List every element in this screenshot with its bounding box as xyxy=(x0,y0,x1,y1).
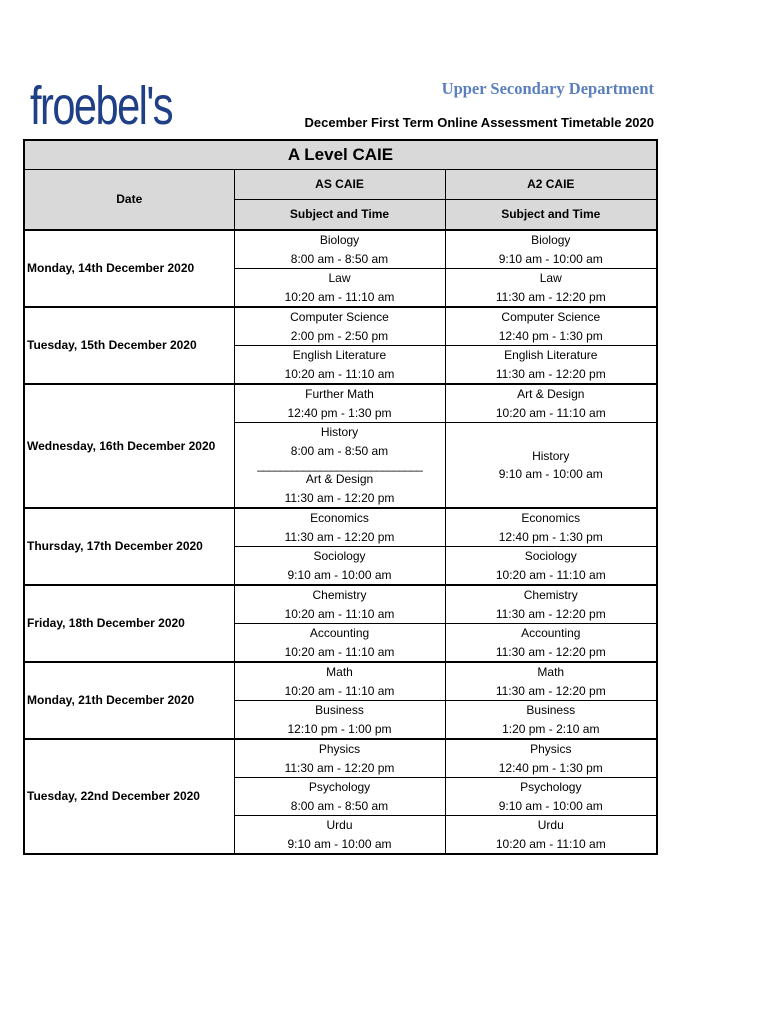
subject-text: Biology xyxy=(319,233,360,247)
time-text: 12:10 pm - 1:00 pm xyxy=(287,721,392,736)
subject-text: Math xyxy=(537,665,565,679)
as-exam-cell xyxy=(234,508,445,547)
time-text: 9:10 am - 10:00 am xyxy=(287,567,392,582)
department-title: Upper Secondary Department xyxy=(441,79,654,98)
subject-text: Physics xyxy=(318,742,361,756)
svg-text:froebel's: froebel's xyxy=(30,76,173,136)
a2-exam-cell xyxy=(445,346,657,385)
subject-text: Economics xyxy=(310,511,369,525)
subject-text: Chemistry xyxy=(523,588,578,602)
date-cell: Monday, 21th December 2020 xyxy=(24,662,234,739)
subject-text: Accounting xyxy=(309,626,370,640)
time-text: 10:20 am - 11:10 am xyxy=(284,366,395,381)
time-text: 12:40 pm - 1:30 pm xyxy=(498,328,603,343)
time-text: 10:20 am - 11:10 am xyxy=(284,289,395,304)
date-cell: Tuesday, 22nd December 2020 xyxy=(24,739,234,854)
subject-text: English Literature xyxy=(292,348,387,362)
subject-text: Math xyxy=(326,665,353,679)
table-row xyxy=(24,508,657,547)
subject-text: Computer Science xyxy=(501,310,601,324)
date-cell: Tuesday, 15th December 2020 xyxy=(24,307,234,384)
time-text: 12:40 pm - 1:30 pm xyxy=(498,529,603,544)
table-title: A Level CAIE xyxy=(24,140,657,170)
table-row xyxy=(24,230,657,269)
as-column-header: AS CAIE xyxy=(234,170,445,200)
time-text: 9:10 am - 10:00 am xyxy=(287,836,392,851)
time-text: 8:00 am - 8:50 am xyxy=(290,443,389,458)
a2-exam-cell xyxy=(445,384,657,423)
a2-exam-cell xyxy=(445,585,657,624)
a2-exam-cell xyxy=(445,624,657,663)
as-exam-cell xyxy=(234,739,445,778)
a2-exam-cell xyxy=(445,230,657,269)
subject-text: Psychology xyxy=(520,780,582,794)
time-text: 10:20 am - 11:10 am xyxy=(284,606,395,621)
as-exam-cell xyxy=(234,778,445,816)
as-exam-cell xyxy=(234,307,445,346)
time-text: 10:20 am - 11:10 am xyxy=(284,683,395,698)
froebels-logo-wordmark xyxy=(30,76,175,136)
subject-text: Computer Science xyxy=(290,310,389,324)
table-row xyxy=(24,739,657,778)
timetable-table xyxy=(23,139,658,855)
date-cell: Wednesday, 16th December 2020 xyxy=(24,384,234,508)
subject-text: Urdu xyxy=(537,818,564,832)
time-text: 9:10 am - 10:00 am xyxy=(498,467,603,481)
a2-exam-cell xyxy=(445,508,657,547)
subject-text: Law xyxy=(539,271,562,285)
subject-text: Biology xyxy=(531,233,571,247)
time-text: 9:10 am - 10:00 am xyxy=(498,798,603,813)
date-column-header: Date xyxy=(24,170,234,231)
divider-line: _____________________________ xyxy=(257,458,422,472)
subject-text: History xyxy=(320,425,359,439)
as-exam-cell xyxy=(234,230,445,269)
time-text: 12:40 pm - 1:30 pm xyxy=(498,760,603,775)
table-row xyxy=(24,307,657,346)
timetable-subtitle: December First Term Online Assessment Timetable 2020 xyxy=(304,115,654,130)
time-text: 11:30 am - 12:20 pm xyxy=(495,644,606,659)
time-text: 11:30 am - 12:20 pm xyxy=(284,490,395,505)
as-exam-cell xyxy=(234,346,445,385)
table-row xyxy=(24,585,657,624)
subject-text: Further Math xyxy=(305,387,374,401)
a2-exam-cell xyxy=(445,778,657,816)
subject-text: Art & Design xyxy=(305,472,374,486)
a2-exam-cell xyxy=(445,269,657,308)
time-text: 11:30 am - 12:20 pm xyxy=(284,760,395,775)
time-text: 9:10 am - 10:00 am xyxy=(498,251,603,266)
table-row xyxy=(24,662,657,701)
subject-text: Law xyxy=(328,271,351,285)
time-text: 11:30 am - 12:20 pm xyxy=(495,366,606,381)
date-cell: Thursday, 17th December 2020 xyxy=(24,508,234,585)
time-text: 11:30 am - 12:20 pm xyxy=(495,606,606,621)
a2-column-header: A2 CAIE xyxy=(445,170,657,200)
time-text: 11:30 am - 12:20 pm xyxy=(495,289,606,304)
as-exam-cell xyxy=(234,816,445,855)
as-exam-cell xyxy=(234,269,445,308)
subject-text: Chemistry xyxy=(312,588,367,602)
time-text: 10:20 am - 11:10 am xyxy=(284,644,395,659)
subject-text: Sociology xyxy=(524,549,577,563)
a2-exam-cell xyxy=(445,423,657,509)
time-text: 12:40 pm - 1:30 pm xyxy=(287,405,392,420)
subject-text: History xyxy=(532,448,570,463)
time-text: 8:00 am - 8:50 am xyxy=(290,251,389,266)
subject-text: Urdu xyxy=(326,818,353,832)
froebels-logo xyxy=(30,76,175,136)
time-text: 10:20 am - 11:10 am xyxy=(495,405,606,420)
a2-subheader: Subject and Time xyxy=(445,200,657,231)
subject-text: Psychology xyxy=(308,780,371,794)
as-exam-cell xyxy=(234,384,445,423)
subject-text: Business xyxy=(526,703,576,717)
subject-text: Physics xyxy=(530,742,572,756)
as-subheader: Subject and Time xyxy=(234,200,445,231)
time-text: 2:00 pm - 2:50 pm xyxy=(290,328,389,343)
subject-text: Economics xyxy=(521,511,581,525)
time-text: 10:20 am - 11:10 am xyxy=(495,836,606,851)
a2-exam-cell xyxy=(445,816,657,855)
subject-text: Sociology xyxy=(313,549,366,563)
time-text: 1:20 pm - 2:10 am xyxy=(502,721,600,736)
as-exam-cell xyxy=(234,662,445,701)
as-exam-cell xyxy=(234,701,445,740)
subject-text: Art & Design xyxy=(517,387,585,401)
a2-exam-cell xyxy=(445,701,657,740)
table-row xyxy=(24,384,657,423)
date-cell: Friday, 18th December 2020 xyxy=(24,585,234,662)
a2-exam-cell xyxy=(445,307,657,346)
time-text: 10:20 am - 11:10 am xyxy=(495,567,606,582)
date-cell: Monday, 14th December 2020 xyxy=(24,230,234,307)
as-exam-cell xyxy=(234,547,445,586)
a2-exam-cell xyxy=(445,547,657,586)
subject-text: English Literature xyxy=(504,348,598,362)
subject-text: Accounting xyxy=(521,626,581,640)
as-exam-cell xyxy=(234,624,445,663)
time-text: 8:00 am - 8:50 am xyxy=(290,798,389,813)
timetable-body xyxy=(24,230,657,854)
time-text: 11:30 am - 12:20 pm xyxy=(284,529,395,544)
a2-exam-cell xyxy=(445,739,657,778)
subject-text: Business xyxy=(315,703,364,717)
as-exam-cell xyxy=(234,423,445,509)
a2-exam-cell xyxy=(445,662,657,701)
time-text: 11:30 am - 12:20 pm xyxy=(495,683,606,698)
as-exam-cell xyxy=(234,585,445,624)
